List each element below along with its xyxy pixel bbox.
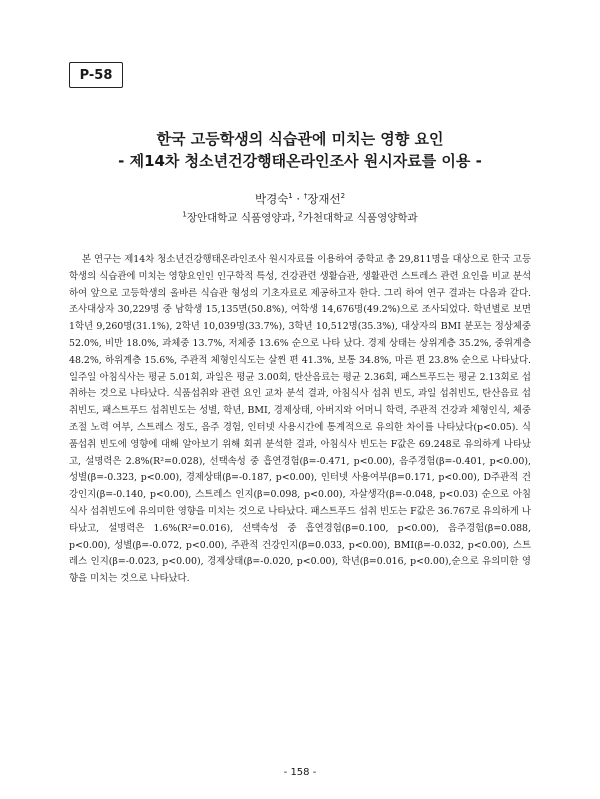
affiliation-1-sup: 1	[182, 210, 187, 219]
affiliation-line	[60, 210, 540, 226]
corresponding-mark: †	[303, 192, 308, 201]
poster-id: P-58	[79, 67, 113, 83]
abstract-body: 본 연구는 제14차 청소년건강행태온라인조사 원시자료를 이용하여 중학교 총 29,811명을 대상으로 한국 고등학생의 식습관에 미치는 영향요인인 인구학적 특성, 건강관련 생활습관, 생활관련 스트레스 관련 요인을 비교 분석하여 앞으로 고등학생의 올바른 식습관 형성의 기초자료로 제공하고자 한다. 그리 하여 연구 결과는 다음과 같다. 조사대상자 30,229명 중 남학생 15,135면(50.8%), 여학생 14,676명(49.2%)으로 조사되었다. 학년별로 보면 1학년 9,260명(31.1%), 2학년 10,039명(33.7%), 3학년 10,512명(35.3%), 대상자의 BMI 분포는 정상체중 52.0%, 비만 18.0%, 과체중 13.7%, 저체중 13.6% 순으로 나타 났다. 경제 상태는 상위계층 35.2%, 중위계층 48.2%, 하위계층 15.6%, 주관적 체형인식도는 살찐 편 41.3%, 보통 34.8%, 마른 편 23.8% 순으로 나타났다. 일주일 아침식사는 평균 5.01회, 과일은 평균 3.00회, 탄산음료는 평균 2.36회, 패스트푸드는 평균 2.13회로 섭취하는 것으로 나타났다. 식품섭취와 관련 요인 교차 분석 결과, 아침식사 섭취 빈도, 과일 섭취빈도, 탄산음료 섭취빈도, 패스트푸드 섭취빈도는 성별, 학년, BMI, 경제상태, 아버지와 어머니 학력, 주관적 건강과 체형인식, 체중조절 노력 여부, 스트레스 정도, 음주 경험, 인터넷 사용시간에 통계적으로 유의한 차이를 나타났다(p<0.05). 식품섭취 빈도에 영향에 대해 알아보기 위해 회귀 분석한 결과, 아침식사 빈도는 F값은 69.248로 유의하게 나타났고, 설명력은 2.8%(R²=0.028), 선택속성 중 흡연경험(β=-0.471, p<0.00), 음주경험(β=-0.401, p<0.00), 성별(β=-0.323, p<0.00), 경제상태(β=-0.187, p<0.00), 인터넷 사용여부(β=0.171, p<0.00), D주관적 건강인지(β=-0.140, p<0.00), 스트레스 인지(β=0.098, p<0.00), 자살생각(β=-0.048, p<0.03) 순으로 아침식사 섭취빈도에 유의미한 영향을 미치는 것으로 나타났다. 패스트푸드 섭취 빈도는 F값은 36.767로 유의하게 나타났고, 설명력은 1.6%(R²=0.016), 선택속성 중 흡연경험(β=0.100, p<0.00), 음주경험(β=0.088, p<0.00), 성별(β=-0.072, p<0.00), 주관적 건강인지(β=0.033, p<0.00), BMI(β=-0.032, p<0.00), 스트레스 인지(β=-0.023, p<0.00), 경제상태(β=-0.020, p<0.00), 학년(β=0.016, p<0.00),순으로 유의미한 영향을 미치는 것으로 나타났다.	[69, 254, 531, 585]
author-1-name: 박경숙	[254, 192, 289, 206]
paper-title	[60, 128, 540, 172]
affiliation-2: 가천대학교 식품영양학과	[302, 212, 418, 224]
affiliation-2-sup: 2	[298, 210, 303, 219]
title-line-1: 한국 고등학생의 식습관에 미치는 영향 요인	[156, 130, 444, 148]
poster-id-box	[69, 62, 123, 88]
affiliation-1: 장안대학교 식품영양과,	[186, 212, 299, 224]
author-line	[60, 191, 540, 207]
author-2-name: 장재선	[307, 192, 341, 206]
author-2-sup: 2	[340, 192, 346, 201]
author-1-sup: 1	[288, 192, 293, 201]
page-number: - 158 -	[283, 767, 317, 778]
title-line-2: - 제14차 청소년건강행태온라인조사 원시자료를 이용 -	[118, 152, 482, 170]
author-separator: ·	[292, 192, 304, 206]
